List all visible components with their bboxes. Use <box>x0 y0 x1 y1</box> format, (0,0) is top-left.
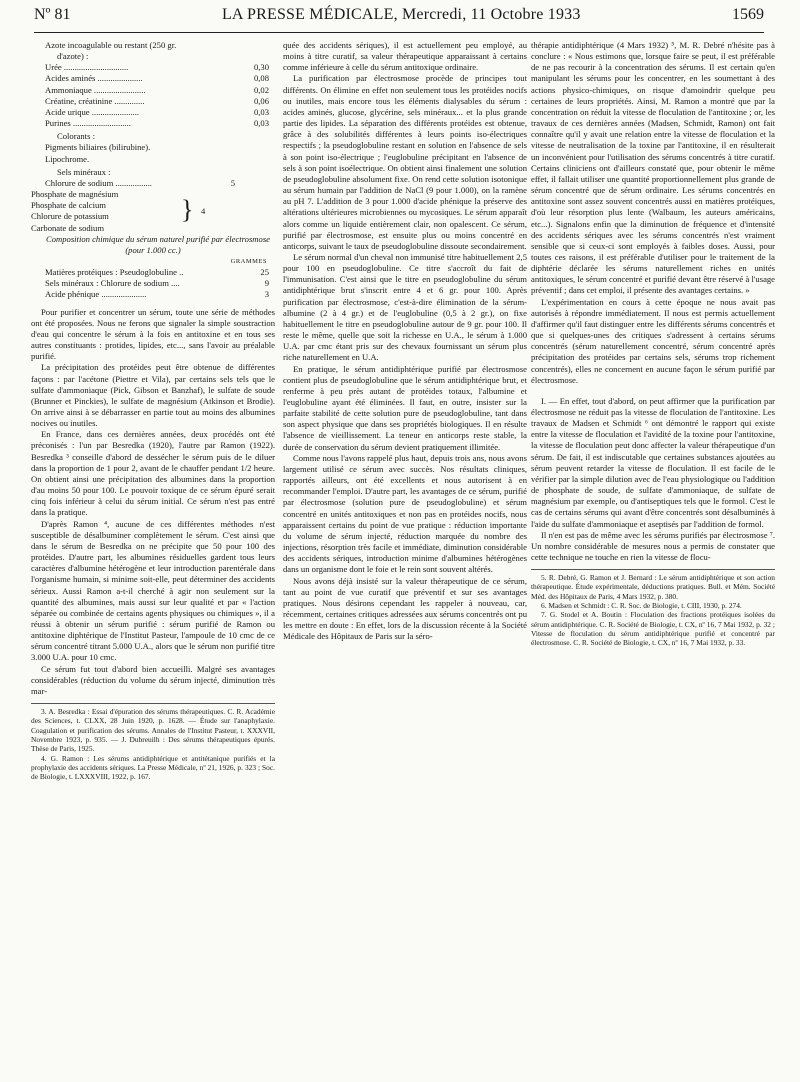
sel-3: Chlorure de potassium <box>31 211 109 222</box>
sel-2: Phosphate de calcium <box>31 200 106 211</box>
paragraph: La purification par électrosmose procède de principes tout différents. On élimine en effet non seulement tous les protéides nocifs ou inutiles, mais encore tous les éléments dialysables du sérum : acides aminés, glucose, glycérine, sels minéraux... et la plus grande partie des lipides. La séparation des différents protéides est obtenue, grâce à des solubilités différentes à leurs points iso-électriques respectifs ; la pseudoglobuline restant en solution en l'absence de sels à son point iso-électrique ; l'euglobuline précipitant en l'absence de sels à son point isoélectrique. On obtient ainsi finalement une solution de pseudoglobuline absolument fixe. On rend cette solution isotonique au sérum humain par l'addition de NaCl (9 pour 1.000), on la ramène au pH 7. L'addition de 3 pour 1.000 d'acide phénique la préserve des altérations ultérieures microbiennes ou mycosiques. Le sérum apparaît alors comme un liquide entièrement clair, non opalescent. Ce sérum, purifié par électrosmose, est ensuite plus ou moins concentré en anticorps, suivant le taux de pseudoglobuline dissoute secondairement. <box>283 73 527 251</box>
azote-table <box>31 62 275 129</box>
colorant-1: Pigments biliaires (bilirubine). <box>45 142 151 153</box>
azote-value: 0,08 <box>253 73 269 84</box>
column-2 <box>283 40 527 1070</box>
sels-title: Sels minéraux : <box>57 166 111 177</box>
azote-label: Urée .............................. <box>45 62 129 73</box>
sodium-label: Chlorure de sodium <box>45 177 114 188</box>
azote-row <box>31 96 275 107</box>
paragraph: Comme nous l'avons rappelé plus haut, depuis trois ans, nous avons largement utilisé ce sérum avec succès. Nos résultats cliniques, rapportés ailleurs, ont été excellents et nous autorisent à en recommander l'emploi. D'autre part, les avantages de ce sérum, purifié par électrosmose (solution pure de pseudoglobuline) et sérum concentré en unités antitoxiques et non pas en protéides nocifs, nous apparaissent certains du point de vue pratique : réduction importante du volume de sérum injecté, réduction marquée du nombre des injections, résorption très facile et immédiate, diminution considérable des accidents sériques, introduction minime d'albumines hétérogènes dans un organisme dont le foie et le rein sont souvent altérés. <box>283 452 527 575</box>
azote-label: Acides aminés ..................... <box>45 73 143 84</box>
azote-label: Ammoniaque ........................ <box>45 84 146 95</box>
paragraph: En pratique, le sérum antidiphtérique purifié par électrosmose contient plus de pseudoglobuline que le sérum antidiphtérique brut, et renferme à peu près autant de protéides totaux, l'albumine et l'euglobuline ayant été éliminées. Il faut, en outre, insister sur la parfaite stabilité de cette solution pure de pseudoglobuline, tant dans son aspect physique que dans ses propriétés biologiques. Il en résulte l'absence de vieillissement. La teneur en anticorps reste stable, la durée de conservation du sérum devient pratiquement illimitée. <box>283 363 527 452</box>
paragraph: L'expérimentation en cours à cette époque ne nous avait pas autorisés à répondre immédiatement. Il nous est permis actuellement d'affirmer qu'il faut distinguer entre les différents sérums concentrés et que si quelques-unes des critiques s'adressent à certains sérums concentrés (sérum naturellement concentré, sérum concentré après précipitation des protéides par certains sels, sérums trop richement concentrés), elles ne concernent en aucune façon le sérum purifié par électrosmose. <box>531 296 775 385</box>
composition-row <box>31 289 275 300</box>
col3-body <box>531 40 775 563</box>
footnote: 4. G. Ramon : Les sérums antidiphtérique et antitétanique purifiés et la prophylaxie des accidents sériques. La Presse Médicale, nº 21, 1926, p. 323 ; Soc. de Biologie, t. LXXXVIII, 1922, p. 167. <box>31 753 275 782</box>
azote-row <box>31 62 275 73</box>
composition-value: 9 <box>264 278 269 289</box>
composition-row <box>31 278 275 289</box>
sodium-row: Chlorure de sodium ................. 5 <box>31 178 275 189</box>
colorant-2: Lipochrome. <box>45 153 90 164</box>
azote-row <box>31 107 275 118</box>
brace: } <box>181 195 194 225</box>
grammes-label: GRAMMES <box>230 257 267 265</box>
colorants-title: Colorants : <box>57 131 95 142</box>
paragraph: Pour purifier et concentrer un sérum, toute une série de méthodes ont été proposées. Nous ne ferons que signaler la simple soustraction d'eau qui concentre le sérum à la fois en antitoxine et en tous ses autres constituants : protides, lipides, etc..., sans l'avoir au préalable purifié. <box>31 306 275 362</box>
composition-row <box>31 267 275 278</box>
footnote: 7. G. Stodel et A. Boutin : Floculation des fractions protéiques isolées du sérum antidiphtérique. C. R. Société de Biologie, t. CX, nº 16, 7 Mai 1932, p. 32 ; Vitesse de floculation du sérum antidiphtérique purifié et concentré par électrosmose. C. R. Société de Biologie, t. CX, nº 16, 7 Mai 1932, p. 33. <box>531 610 775 648</box>
azote-row <box>31 85 275 96</box>
col1-footnotes <box>31 707 275 781</box>
sel-4: Carbonate de sodium <box>31 222 105 233</box>
header-rule <box>34 32 764 33</box>
footnote: 3. A. Besredka : Essai d'épuration des sérums thérapeutiques. C. R. Académie des Sciences, t. CLXX, 28 Juin 1920, p. 1628. — Étude sur l'anaphylaxie. Coagulation et purification des sérums. Annales de l'Institut Pasteur, t. XXXVII, Novembre 1923, p. 935. — J. Dubreuilh : Des sérums thérapeutiques épurés. Thèse de Paris, 1925. <box>31 707 275 754</box>
azote-value: 0,03 <box>253 106 269 117</box>
footnote-rule <box>31 703 275 704</box>
composition-label: Acide phénique ..................... <box>45 289 147 300</box>
composition-label: Sels minéraux : Chlorure de sodium .... <box>45 278 180 289</box>
sodium-value: 5 <box>230 177 235 188</box>
azote-title: Azote incoagulable ou restant (250 gr. <box>45 40 177 50</box>
sels-group-table <box>31 189 275 234</box>
sel-1: Phosphate de magnésium <box>31 189 119 200</box>
col1-body <box>31 307 275 697</box>
footnote-rule <box>531 569 775 570</box>
composition-label: Matières protéiques : Pseudoglobuline .. <box>45 267 184 278</box>
azote-row <box>31 118 275 129</box>
col2-body <box>283 40 527 642</box>
col3-footnotes <box>531 573 775 647</box>
azote-label: Purines ........................... <box>45 118 131 129</box>
composition-table <box>31 267 275 300</box>
paragraph: Nous avons déjà insisté sur la valeur thérapeutique de ce sérum, tant au point de vue curatif que préventif et sur ses avantages pratiques. Nous désirons cependant les rappeler à nouveau, car, récemment, certaines critiques adressées aux sérums concentrés ont pu les mettre en doute : En effet, lors de la discussion récente à la Société Médicale des Hôpitaux de Paris sur la séro- <box>283 575 527 642</box>
azote-label: Acide urique ...................... <box>45 106 140 117</box>
paragraph: quée des accidents sériques), il est actuellement peu employé, au moins à titre curatif, sa valeur thérapeutique apparaissant à certains comme inférieure à celle du sérum antitoxique ordinaire. <box>283 40 527 73</box>
paragraph: La précipitation des protéides peut être obtenue de différentes façons : par l'acétone (Piettre et Vila), par certains sels tels que le sulfate d'ammoniaque (Pick, Gibson et Banzhaf), le sulfate de soude (Brunner et Pinckies), le sulfate de magnésium (Atkinson et Brodie). On arrive ainsi à se débarrasser en partie tout au moins des albumines nocives ou inutiles. <box>31 362 275 429</box>
azote-label: Créatine, créatinine .............. <box>45 95 145 106</box>
journal-title: LA PRESSE MÉDICALE, Mercredi, 11 Octobre 1933 <box>221 6 581 23</box>
paragraph: D'après Ramon ⁴, aucune de ces différentes méthodes n'est susceptible de désalbuminer complètement le sérum. C'est ainsi que dans le sérum de Besredka on ne précipite que 50 pour 100 des protéides. D'autre part, les albumines résiduelles gardent tous leurs caractères d'albumine hétérogène et leur introduction parentérale dans l'organisme humain, si minime soit-elle, peut déterminer des accidents sérieux. Aussi Ramon a-t-il cherché à agir non seulement sur la quantité des albumines, mais aussi sur leur qualité et par « l'action séparée ou combinée de certains agents physiques ou chimiques », il a réussi à obtenir un sérum purifié : sérum purifié de Ramon ou antitoxine diphtérique de l'Institut Pasteur, l'ampoule de 10 cmc de ce sérum concentré titrant 5.000 U.A., alors que le sérum non purifié titre 3.000 U.A. pour 10 cmc. <box>31 518 275 663</box>
issue-number: Nº 81 <box>34 6 71 23</box>
column-3 <box>531 40 775 1070</box>
composition-value: 25 <box>260 267 269 278</box>
azote-row <box>31 73 275 84</box>
paragraph: Ce sérum fut tout d'abord bien accueilli. Malgré ses avantages considérables (réduction du volume du sérum injecté, diminution très mar- <box>31 663 275 696</box>
composition-value: 3 <box>264 289 269 300</box>
azote-value: 0,02 <box>253 84 269 95</box>
sels-group-value: 4 <box>201 205 206 216</box>
azote-title-cont: d'azote) : <box>57 51 89 62</box>
azote-value: 0,30 <box>253 62 269 73</box>
page-number: 1569 <box>731 6 764 23</box>
footnote: 6. Madsen et Schmidt : C. R. Soc. de Biologie, t. CIII, 1930, p. 274. <box>541 601 742 611</box>
azote-value: 0,03 <box>253 118 269 129</box>
table-caption: Composition chimique du sérum naturel purifié par électrosmose (pour 1.000 cc.) <box>46 233 270 255</box>
paragraph: Le sérum normal d'un cheval non immunisé titre habituellement 2,5 pour 100 en pseudoglobuline. Ce titre s'accroît du fait de l'immunisation. C'est ainsi que le titre en pseudoglobuline du sérum antidiphtérique brut s'inscrit entre 4 et 6 gr. pour 100. Après purification par électrosmose, c'est-à-dire élimination de la sérum-albumine (2 à 4 gr.) et de l'euglobuline (0,5 à 2 gr.), on fixe habituellement le titre en pseudoglobuline autour de 9 gr. pour 100. Il reste le même, quelle que soit la richesse en U.A., le sérum à 1.000 U.A. par cmc étant pris sur des chevaux fournissant un sérum plus riche naturellement en U.A. <box>283 251 527 363</box>
azote-value: 0,06 <box>253 95 269 106</box>
footnote: 5. R. Debré, G. Ramon et J. Bernard : Le sérum antidiphtérique et son action thérapeutique. Étude expérimentale, déductions pratiques. Bull. et Mém. Société Méd. des Hôpitaux de Paris, 4 Mars 1932, p. 380. <box>531 573 775 601</box>
paragraph: En France, dans ces dernières années, deux procédés ont été préconisés : l'un par Besredka (1920), l'autre par Ramon (1922). Besredka ³ conseille d'abord de dessécher le sérum puis de le diluer dans la proportion de 1 pour 2, avant de le chauffer pendant 1/2 heure. On obtient ainsi une précipitation des albumines dans la proportion d'au moins 50 pour 100. Le pouvoir toxique de ce sérum épuré serait cinq fois inférieur à celui du sérum initial. Ce sérum n'est pas entré dans la pratique. <box>31 429 275 518</box>
column-1 <box>31 40 275 1070</box>
paragraph: thérapie antidiphtérique (4 Mars 1932) ⁵, M. R. Debré n'hésite pas à conclure : « Nous estimons que, lorsque faire se peut, il est préférable de ne pas recourir à la concentration des sérums. Il est certain qu'en manipulant les sérums pour les concentrer, en les soumettant à des actions physico-chimiques, on risque d'amoindrir quelque peu certaines de leurs propriétés. Ainsi, M. Ramon a montré que par la concentration on réduit la vitesse de floculation de l'antitoxine ; or, les travaux de ces dernières années (Madsen, Schmidt, Ramon) ont fait connaître qu'il y avait une relation entre la vitesse de floculation et la vitesse de neutralisation de la toxine par l'antitoxine, il en résulterait un inconvénient pour l'utilisation des sérums concentrés à titre curatif. Certains cliniciens ont d'ailleurs constaté que, pour obtenir le même effet, il fallait utiliser une quantité proportionnellement plus grande de sérum concentré que de sérum ordinaire. Les sérums concentrés en antitoxine sont assez souvent concentrés aussi en matières protéiques, d'où leur résorption plus lente (Walbaum, les auteurs américains, etc...). Signalons enfin que la diminution de fréquence et d'intensité des accidents sériques avec les sérums concentrés n'est vraiment sensible que si ceux-ci sont employés à faibles doses. Aussi, pour toutes ces raisons, il est préférable d'utiliser pour le traitement de la diphtérie déclarée les sérums naturellement riches en unités antitoxiques, le sérum concentré et purifié devant être réservé à l'usage préventif ; dans cet emploi, il présente des avantages certains. » <box>531 40 775 296</box>
paragraph: Il n'en est pas de même avec les sérums purifiés par électrosmose ⁷. Un nombre considérable de mesures nous a permis de constater que cette technique ne touche en rien la vitesse de flocu- <box>531 529 775 563</box>
paragraph: I. — En effet, tout d'abord, on peut affirmer que la purification par électrosmose ne réduit pas la vitesse de floculation de l'antitoxine. Les travaux de Madsen et Schmidt ⁶ ont démontré le rapport qui existe entre la vitesse de floculation et l'avidité de la toxine pour l'antitoxine, la vitesse de floculation peut donc affecter la valeur thérapeutique d'un sérum. De fait, il est indiscutable que certaines substances ajoutées au sérum peuvent retarder la vitesse de floculation. Il est facile de le vérifier par la simple dilution avec de l'eau physiologique ou l'addition de phosphate de soude, de sulfate d'ammoniaque, de sulfate de magnésium par exemple, ou d'antiseptiques tels que le formol. C'est le cas de certains sérums qui avant d'être concentrés sont désalbuminés à l'aide du sulfate d'ammoniaque et aseptisés par l'addition de formol. <box>531 395 775 529</box>
page-header <box>34 6 764 32</box>
